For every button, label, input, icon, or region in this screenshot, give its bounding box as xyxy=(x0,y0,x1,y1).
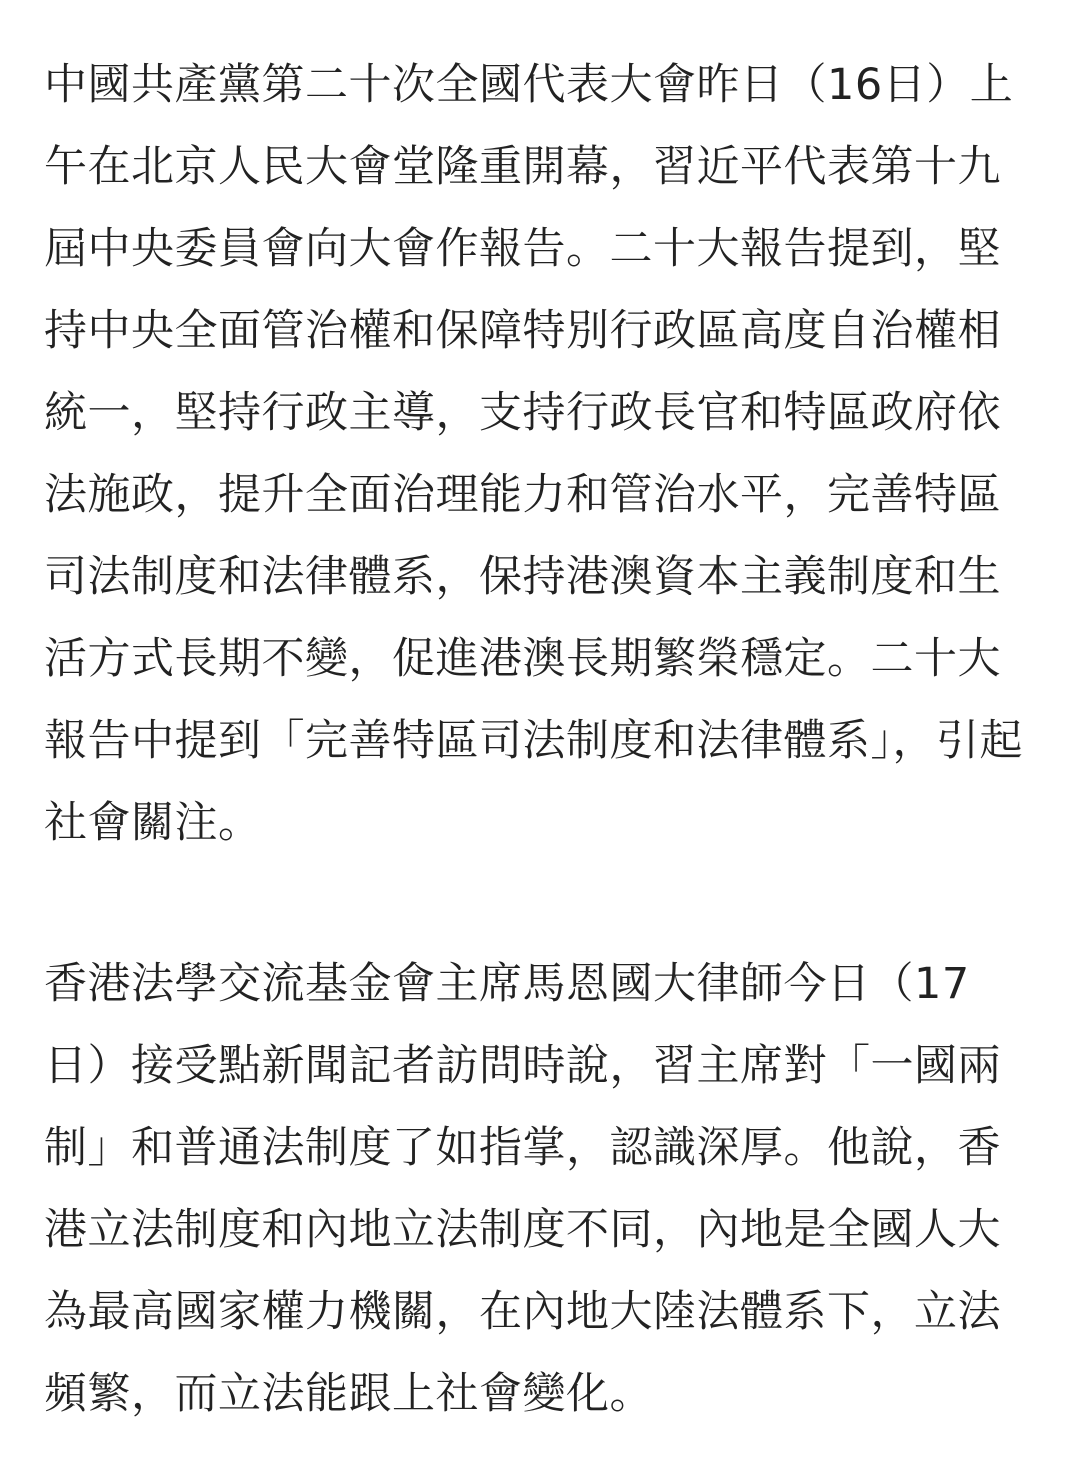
article-paragraph-2: 香港法學交流基金會主席馬恩國大律師今日（17日）接受點新聞記者訪問時說，習主席對「一國兩制」和普通法制度了如指掌，認識深厚。他說，香港立法制度和內地立法制度不同，內地是全國人大為最高國家權力機關，在內地大陸法體系下，立法頻繁，而立法能跟上社會變化。 xyxy=(44,959,1001,1419)
article-body xyxy=(44,44,1034,1435)
article-paragraph-1: 中國共產黨第二十次全國代表大會昨日（16日）上午在北京人民大會堂隆重開幕，習近平代表第十九屆中央委員會向大會作報告。二十大報告提到，堅持中央全面管治權和保障特別行政區高度自治權相統一，堅持行政主導，支持行政長官和特區政府依法施政，提升全面治理能力和管治水平，完善特區司法制度和法律體系，保持港澳資本主義制度和生活方式長期不變，促進港澳長期繁榮穩定。二十大報告中提到「完善特區司法制度和法律體系」，引起社會關注。 xyxy=(44,60,1023,848)
